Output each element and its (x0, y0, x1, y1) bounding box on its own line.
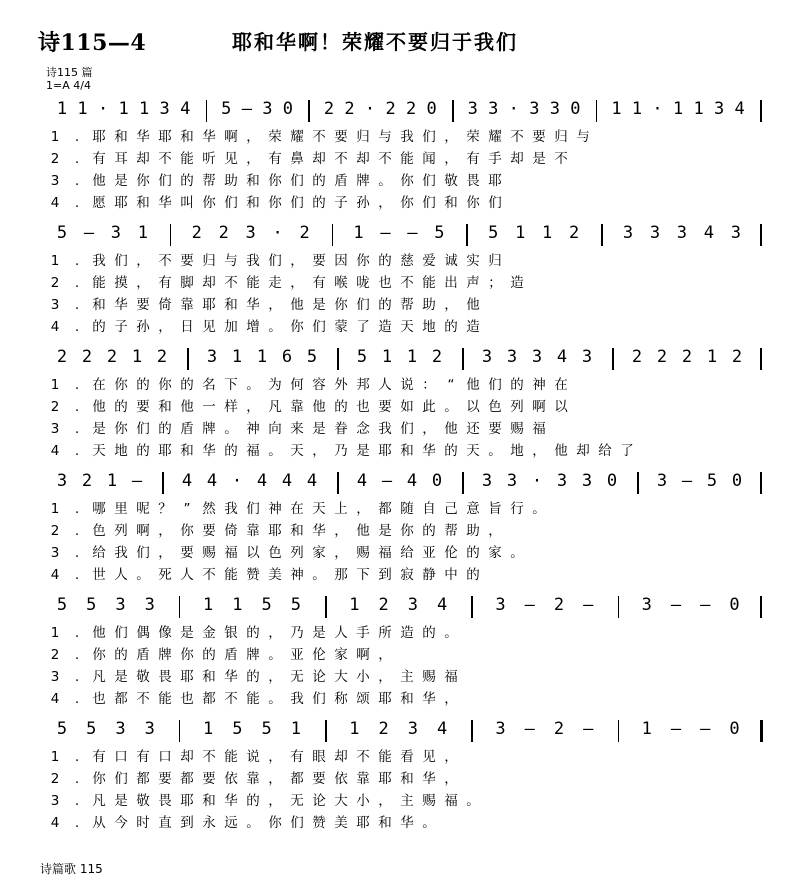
note: 3 (622, 223, 634, 243)
music-system-6 (40, 718, 760, 834)
note: 3 (159, 99, 170, 119)
note: 0 (570, 99, 581, 119)
note: 5 (86, 595, 97, 615)
note: 3 (556, 471, 568, 491)
note: 1 (515, 223, 526, 243)
note: 4 (556, 347, 568, 367)
note: 1 (203, 595, 214, 615)
dot-mark: · (364, 99, 376, 119)
dot-mark: · (508, 99, 519, 119)
notation-line (40, 346, 760, 374)
note: 5 (306, 347, 318, 367)
note: 1 (290, 719, 302, 739)
note: 2 (553, 595, 565, 615)
note: 3 (144, 595, 155, 615)
key-signature: 1=A 4/4 (46, 79, 91, 92)
bar-line (760, 596, 762, 618)
note: 3 (506, 347, 518, 367)
dash-mark: – (524, 719, 535, 739)
note: 2 (156, 347, 168, 367)
note: 3 (144, 719, 155, 739)
note: 1 (231, 347, 243, 367)
note: 1 (641, 719, 652, 739)
lyrics-block (40, 126, 760, 214)
bar-line (760, 100, 762, 122)
bar-line (308, 100, 310, 122)
note: 2 (568, 223, 580, 243)
psalm-reference: 诗115 篇 (46, 66, 93, 79)
lyrics-block (40, 374, 760, 462)
notation-line (40, 470, 760, 498)
note: 2 (385, 99, 396, 119)
note: 4 (406, 471, 418, 491)
note: 1 (542, 223, 553, 243)
note: 0 (729, 595, 740, 615)
note: 1 (693, 99, 704, 119)
note: 3 (529, 99, 540, 119)
note: 4 (436, 719, 448, 739)
note: 2 (323, 99, 335, 119)
note: 1 (349, 719, 360, 739)
lyrics-block (40, 498, 760, 586)
bar-line (612, 348, 614, 370)
dot-mark: · (652, 99, 663, 119)
lyric-verse-2: 2 . 有 耳 却 不 能 听 见 ， 有 鼻 却 不 却 不 能 闻 ， 有 手 却 是 不 (50, 151, 568, 167)
dash-mark: – (583, 719, 594, 739)
lyrics-block (40, 622, 760, 710)
bar-line (760, 224, 762, 246)
note: 3 (730, 223, 741, 243)
dash-mark: – (700, 595, 711, 615)
music-system-1 (40, 98, 760, 214)
bar-line (637, 472, 639, 494)
dash-mark: – (700, 719, 711, 739)
note: 3 (656, 471, 668, 491)
note: 4 (436, 595, 448, 615)
lyric-verse-2: 2 . 他 的 要 和 他 一 样 ， 凡 靠 他 的 也 要 如 此 。 以 色 列 啊 以 (50, 399, 568, 415)
dash-mark: – (681, 471, 693, 491)
note: 1 (349, 595, 360, 615)
lyrics-block (40, 746, 760, 834)
note: 1 (672, 99, 684, 119)
note: 4 (180, 99, 191, 119)
lyric-verse-1: 1 . 他 们 偶 像 是 金 银 的 ， 乃 是 人 手 所 造 的 。 (50, 625, 458, 641)
note: 5 (356, 347, 368, 367)
lyric-verse-4: 4 . 愿 耶 和 华 叫 你 们 和 你 们 的 子 孙 ， 你 们 和 你 们 (50, 195, 502, 211)
hymn-code: 诗115—4 (38, 30, 147, 56)
bar-line (206, 100, 208, 122)
bar-line (462, 472, 464, 494)
note: 2 (553, 719, 565, 739)
lyric-verse-3: 3 . 是 你 们 的 盾 牌 。 神 向 来 是 眷 念 我 们 ， 他 还 要 赐 福 (50, 421, 546, 437)
note: 2 (656, 347, 668, 367)
note: 3 (649, 223, 661, 243)
note: 3 (495, 595, 506, 615)
notation-line (40, 594, 760, 622)
note: 1 (56, 99, 68, 119)
lyric-verse-2: 2 . 你 的 盾 牌 你 的 盾 牌 。 亚 伦 家 啊 ， (50, 647, 392, 663)
bar-line (471, 720, 473, 742)
note: 0 (729, 719, 740, 739)
note: 2 (378, 595, 389, 615)
note: 3 (488, 99, 499, 119)
bar-line (760, 472, 762, 494)
note: 2 (731, 347, 743, 367)
note: 2 (56, 347, 68, 367)
note: 6 (281, 347, 293, 367)
lyric-verse-1: 1 . 我 们 ， 不 要 归 与 我 们 ， 要 因 你 的 慈 爱 诚 实 归 (50, 253, 502, 269)
note: 3 (581, 347, 593, 367)
note: 1 (137, 223, 148, 243)
lyric-verse-4: 4 . 从 今 时 直 到 永 远 。 你 们 赞 美 耶 和 华 。 (50, 815, 436, 831)
notation-line (40, 718, 760, 746)
dot-mark: · (531, 471, 543, 491)
note: 1 (381, 347, 393, 367)
note: 2 (344, 99, 355, 119)
music-system-5 (40, 594, 760, 710)
note: 2 (378, 719, 389, 739)
note: 5 (56, 719, 68, 739)
note: 0 (731, 471, 743, 491)
note: 5 (56, 595, 68, 615)
note: 3 (206, 347, 218, 367)
note: 4 (356, 471, 368, 491)
note: 1 (118, 99, 129, 119)
bar-line (462, 348, 464, 370)
note: 2 (81, 347, 93, 367)
note: 5 (434, 223, 445, 243)
note: 1 (131, 347, 143, 367)
note: 1 (631, 99, 643, 119)
note: 2 (218, 223, 229, 243)
lyric-verse-3: 3 . 和 华 要 倚 靠 耶 和 华 ， 他 是 你 们 的 帮 助 ， 他 (50, 297, 480, 313)
note: 3 (467, 99, 478, 119)
lyric-verse-3: 3 . 凡 是 敬 畏 耶 和 华 的 ， 无 论 大 小 ， 主 赐 福 。 (50, 793, 480, 809)
dot-mark: · (231, 471, 243, 491)
dash-mark: – (380, 223, 391, 243)
note: 2 (405, 99, 417, 119)
lyric-verse-3: 3 . 他 是 你 们 的 帮 助 和 你 们 的 盾 牌 。 你 们 敬 畏 耶 (50, 173, 502, 189)
music-system-3 (40, 346, 760, 462)
bar-line (337, 472, 339, 494)
lyric-verse-1: 1 . 哪 里 呢 ？ ” 然 我 们 神 在 天 上 ， 都 随 自 己 意 旨 行 。 (50, 501, 546, 517)
notation-line (40, 222, 760, 250)
bar-line (337, 348, 339, 370)
final-bar-line (760, 720, 763, 742)
note: 1 (77, 99, 88, 119)
note: 3 (506, 471, 518, 491)
bar-line (179, 596, 181, 618)
note: 2 (81, 471, 93, 491)
dash-mark: – (670, 719, 682, 739)
note: 3 (110, 223, 122, 243)
dash-mark: – (524, 595, 535, 615)
note: 1 (203, 719, 214, 739)
bar-line (618, 720, 620, 742)
lyric-verse-1: 1 . 耶 和 华 耶 和 华 啊 ， 荣 耀 不 要 归 与 我 们 ， 荣 耀 不 要 归 与 (50, 129, 590, 145)
note: 1 (232, 595, 243, 615)
lyric-verse-3: 3 . 给 我 们 ， 要 赐 福 以 色 列 家 ， 赐 福 给 亚 伦 的 家 。 (50, 545, 524, 561)
lyric-verse-3: 3 . 凡 是 敬 畏 耶 和 华 的 ， 无 论 大 小 ， 主 赐 福 (50, 669, 458, 685)
bar-line (325, 720, 327, 742)
note: 3 (481, 347, 493, 367)
dash-mark: – (381, 471, 393, 491)
note: 3 (245, 223, 256, 243)
bar-line (466, 224, 468, 246)
note: 3 (481, 471, 493, 491)
note: 5 (290, 595, 302, 615)
bar-line (179, 720, 181, 742)
note: 5 (86, 719, 97, 739)
note: 1 (256, 347, 268, 367)
note: 2 (299, 223, 310, 243)
note: 1 (353, 223, 364, 243)
note: 5 (488, 223, 499, 243)
bar-line (452, 100, 454, 122)
bar-line (332, 224, 334, 246)
note: 0 (606, 471, 618, 491)
lyric-verse-4: 4 . 天 地 的 耶 和 华 的 福 。 天 ， 乃 是 耶 和 华 的 天 。 地 ， 他 却 给 了 (50, 443, 634, 459)
bar-line (760, 348, 762, 370)
note: 3 (115, 595, 126, 615)
dash-mark: – (241, 99, 252, 119)
note: 3 (641, 595, 652, 615)
note: 3 (531, 347, 543, 367)
notation-line (40, 98, 760, 126)
bar-line (596, 100, 598, 122)
note: 3 (714, 99, 725, 119)
note: 1 (106, 471, 118, 491)
note: 3 (549, 99, 560, 119)
dot-mark: · (272, 223, 283, 243)
lyric-verse-1: 1 . 有 口 有 口 却 不 能 说 ， 有 眼 却 不 能 看 见 ， (50, 749, 458, 765)
note: 3 (115, 719, 126, 739)
note: 1 (406, 347, 418, 367)
note: 3 (262, 99, 273, 119)
dash-mark: – (670, 595, 682, 615)
note: 4 (703, 223, 714, 243)
note: 5 (56, 223, 68, 243)
bar-line (618, 596, 620, 618)
note: 5 (261, 595, 272, 615)
note: 2 (681, 347, 693, 367)
lyric-verse-2: 2 . 色 列 啊 ， 你 要 倚 靠 耶 和 华 ， 他 是 你 的 帮 助 ， (50, 523, 502, 539)
note: 1 (611, 99, 622, 119)
dot-mark: · (97, 99, 109, 119)
bar-line (325, 596, 327, 618)
bar-line (162, 472, 164, 494)
note: 3 (676, 223, 688, 243)
note: 4 (734, 99, 745, 119)
lyrics-block (40, 250, 760, 338)
footer-label: 诗篇歌 115 (40, 862, 103, 876)
lyric-verse-1: 1 . 在 你 的 你 的 名 下 。 为 何 容 外 邦 人 说 ： “ 他 们 的 神 在 (50, 377, 568, 393)
note: 5 (221, 99, 232, 119)
note: 3 (407, 595, 418, 615)
lyric-verse-4: 4 . 世 人 。 死 人 不 能 赞 美 神 。 那 下 到 寂 静 中 的 (50, 567, 480, 583)
note: 5 (232, 719, 243, 739)
note: 5 (261, 719, 272, 739)
music-system-2 (40, 222, 760, 338)
note: 2 (106, 347, 118, 367)
note: 3 (56, 471, 68, 491)
note: 4 (281, 471, 293, 491)
note: 4 (306, 471, 318, 491)
bar-line (187, 348, 189, 370)
bar-line (601, 224, 603, 246)
note: 5 (706, 471, 718, 491)
lyric-verse-2: 2 . 你 们 都 要 都 要 依 靠 ， 都 要 依 靠 耶 和 华 ， (50, 771, 458, 787)
bar-line (471, 596, 473, 618)
note: 1 (706, 347, 718, 367)
dash-mark: – (407, 223, 418, 243)
music-system-4 (40, 470, 760, 586)
note: 4 (206, 471, 218, 491)
bar-line (170, 224, 172, 246)
note: 3 (407, 719, 418, 739)
note: 3 (581, 471, 593, 491)
note: 0 (282, 99, 294, 119)
note: 3 (495, 719, 506, 739)
note: 1 (139, 99, 150, 119)
note: 0 (426, 99, 437, 119)
lyric-verse-2: 2 . 能 摸 ， 有 脚 却 不 能 走 ， 有 喉 咙 也 不 能 出 声 ； 造 (50, 275, 524, 291)
note: 2 (191, 223, 202, 243)
dash-mark: – (83, 223, 95, 243)
lyric-verse-4: 4 . 也 都 不 能 也 都 不 能 。 我 们 称 颂 耶 和 华 ， (50, 691, 458, 707)
note: 4 (181, 471, 193, 491)
note: 2 (431, 347, 443, 367)
dash-mark: – (131, 471, 143, 491)
hymn-title: 耶和华啊！荣耀不要归于我们 (232, 30, 518, 54)
dash-mark: – (583, 595, 594, 615)
note: 0 (431, 471, 443, 491)
note: 4 (256, 471, 268, 491)
note: 2 (631, 347, 643, 367)
lyric-verse-4: 4 . 的 子 孙 ， 日 见 加 增 。 你 们 蒙 了 造 天 地 的 造 (50, 319, 480, 335)
